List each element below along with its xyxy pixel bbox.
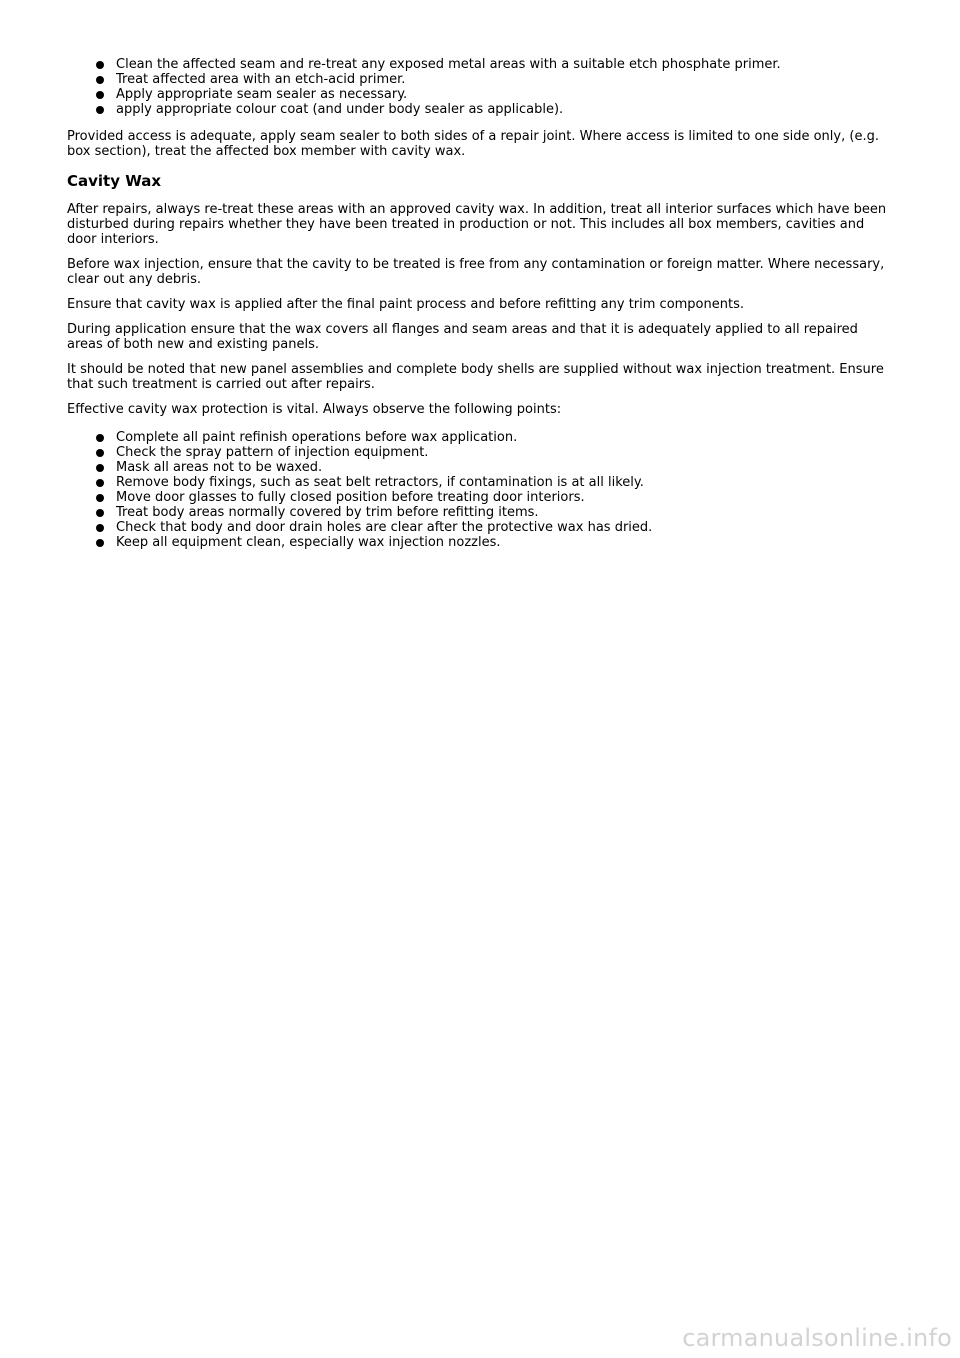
list-item: Treat body areas normally covered by trim before refitting items. [116, 505, 897, 520]
bullet-icon [96, 76, 104, 84]
bullet-icon [96, 539, 104, 547]
document-body [67, 0, 897, 550]
paragraph: Effective cavity wax protection is vital. Always observe the following points: [67, 402, 562, 417]
bullet-icon [96, 106, 104, 114]
list-item: Clean the affected seam and re-treat any exposed metal areas with a suitable etch phosphate primer. [116, 57, 897, 72]
bullet-icon [96, 494, 104, 502]
list-item: Apply appropriate seam sealer as necessary. [116, 87, 897, 102]
bullet-icon [96, 434, 104, 442]
paragraph: During application ensure that the wax covers all flanges and seam areas and that it is adequately applied to all repaired areas of both new and existing panels. [67, 322, 858, 352]
paragraph: Ensure that cavity wax is applied after the final paint process and before refitting any trim components. [67, 297, 744, 312]
list-item: Move door glasses to fully closed position before treating door interiors. [116, 490, 897, 505]
watermark: carmanualsonline.info [682, 1324, 952, 1352]
bullet-icon [96, 524, 104, 532]
bullet-icon [96, 464, 104, 472]
bullet-icon [96, 449, 104, 457]
list-item: Keep all equipment clean, especially wax injection nozzles. [116, 535, 897, 550]
list-item: Check that body and door drain holes are clear after the protective wax has dried. [116, 520, 897, 535]
paragraph: It should be noted that new panel assemblies and complete body shells are supplied without wax injection treatment. Ensure that such treatment is carried out after repairs. [67, 362, 884, 392]
bullet-list-sealing [67, 57, 897, 117]
bullet-icon [96, 91, 104, 99]
list-item: Treat affected area with an etch-acid primer. [116, 72, 897, 87]
bullet-icon [96, 479, 104, 487]
list-item: Mask all areas not to be waxed. [116, 460, 897, 475]
list-item: Check the spray pattern of injection equipment. [116, 445, 897, 460]
list-item: apply appropriate colour coat (and under body sealer as applicable). [116, 102, 897, 117]
section-heading: Cavity Wax [67, 172, 162, 190]
bullet-icon [96, 61, 104, 69]
list-item: Remove body fixings, such as seat belt retractors, if contamination is at all likely. [116, 475, 897, 490]
paragraph: Before wax injection, ensure that the cavity to be treated is free from any contamination or foreign matter. Where necessary, clear out any debris. [67, 257, 885, 287]
bullet-icon [96, 509, 104, 517]
paragraph-access: Provided access is adequate, apply seam sealer to both sides of a repair joint. Where access is limited to one side only, (e.g. box section), treat the affected box member with cavity wax. [67, 129, 879, 159]
bullet-list-points [67, 430, 897, 550]
list-item: Complete all paint refinish operations before wax application. [116, 430, 897, 445]
paragraph: After repairs, always re-treat these areas with an approved cavity wax. In addition, treat all interior surfaces which have been disturbed during repairs whether they have been treated in production or not. This includes all box members, cavities and door interiors. [67, 202, 887, 247]
